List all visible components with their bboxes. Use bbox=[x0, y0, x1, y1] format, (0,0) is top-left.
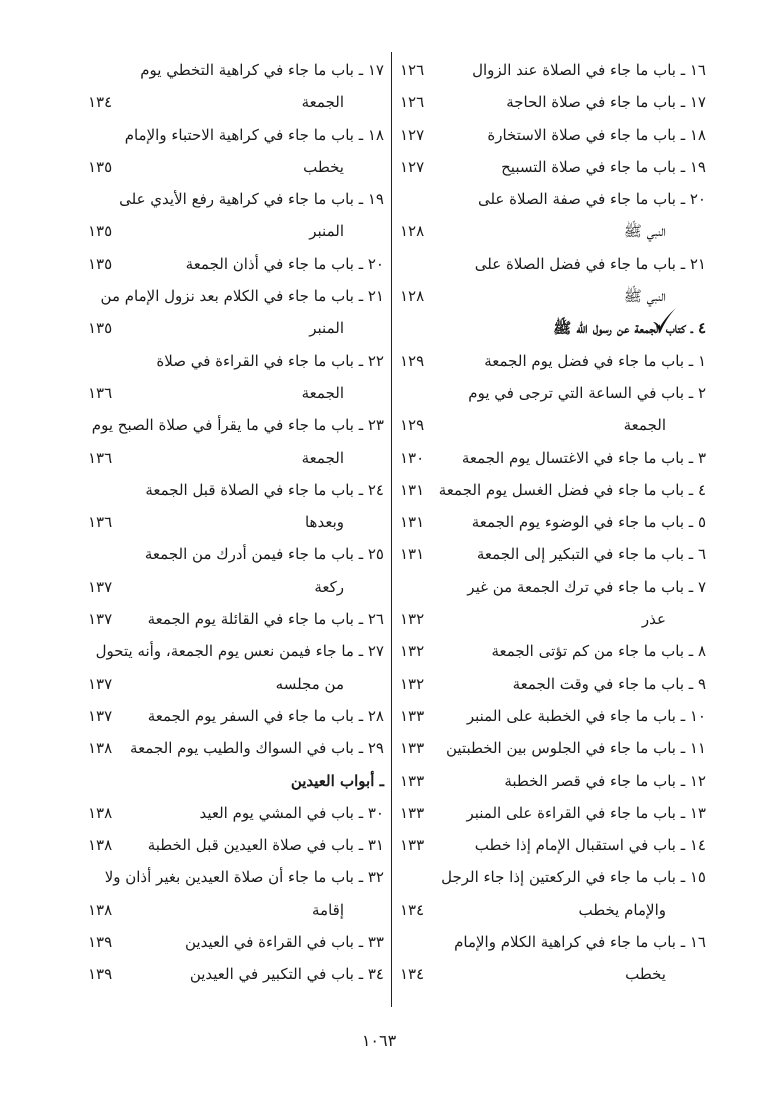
toc-entry bbox=[396, 345, 706, 377]
toc-entry bbox=[84, 312, 384, 344]
toc-entry bbox=[84, 571, 384, 603]
toc-entry-page: ١٣٩ bbox=[88, 933, 113, 952]
toc-entry-title: وبعدها bbox=[304, 513, 344, 532]
toc-entry-page: ١٣٢ bbox=[400, 642, 425, 661]
toc-entry-title: ٨ ـ باب ما جاء من كم تؤتى الجمعة bbox=[491, 642, 706, 661]
toc-entry bbox=[396, 312, 706, 344]
toc-entry-title: ١٠ ـ باب ما جاء في الخطبة على المنبر bbox=[466, 706, 706, 725]
toc-entry bbox=[396, 894, 706, 926]
toc-entry-page: ١٣١ bbox=[400, 545, 425, 564]
toc-entry-title: الجمعة bbox=[301, 448, 344, 467]
toc-entry-title: المنبر bbox=[309, 319, 344, 338]
toc-entry-title: ١٦ ـ باب ما جاء في الصلاة عند الزوال bbox=[472, 61, 706, 79]
toc-entry-page: ١٣٧ bbox=[88, 577, 113, 596]
toc-entry bbox=[84, 345, 384, 377]
toc-entry-page: ١٣٢ bbox=[400, 610, 425, 629]
toc-entry-title: ١٤ ـ باب في استقبال الإمام إذا خطب bbox=[474, 836, 706, 855]
page-number: ١٠٦٣ bbox=[361, 1031, 397, 1050]
toc-entry-title: ٢٠ ـ باب ما جاء في صفة الصلاة على bbox=[477, 190, 706, 209]
toc-entry bbox=[396, 668, 706, 700]
toc-entry-page: ١٣٤ bbox=[88, 93, 113, 112]
toc-entry bbox=[84, 861, 384, 893]
toc-entry-title: ١٥ ـ باب ما جاء في الركعتين إذا جاء الرجل bbox=[441, 868, 706, 887]
toc-entry-title: يخطب bbox=[303, 157, 344, 176]
toc-entry bbox=[84, 377, 384, 409]
toc-entry bbox=[84, 183, 384, 215]
toc-entry-title: ١ ـ باب ما جاء في فضل يوم الجمعة bbox=[484, 351, 706, 370]
toc-entry-title: ٤ ـ باب ما جاء في فضل الغسل يوم الجمعة bbox=[438, 480, 706, 499]
section-heading: ٤ ـ كتاب الجمعة عن رسول الله ﷺ bbox=[553, 319, 706, 338]
toc-entry bbox=[84, 409, 384, 441]
toc-entry-page: ١٣٣ bbox=[400, 739, 425, 758]
toc-entry-title: ١٧ ـ باب ما جاء في صلاة الحاجة bbox=[506, 93, 706, 112]
toc-entry bbox=[396, 54, 706, 86]
toc-entry bbox=[396, 506, 706, 538]
toc-entry bbox=[396, 635, 706, 667]
toc-entry bbox=[396, 377, 706, 409]
toc-entry bbox=[396, 571, 706, 603]
toc-entry bbox=[84, 54, 384, 86]
toc-entry-page: ١٣٥ bbox=[88, 222, 113, 241]
toc-entry-title: ٣٣ ـ باب في القراءة في العيدين bbox=[185, 933, 384, 952]
toc-entry bbox=[84, 248, 384, 280]
toc-entry-title: ١٢ ـ باب ما جاء في قصر الخطبة bbox=[504, 771, 706, 790]
toc-entry-title: ٢٠ ـ باب ما جاء في أذان الجمعة bbox=[185, 254, 384, 273]
toc-entry-page: ١٣٣ bbox=[400, 803, 425, 822]
toc-entry-title: ٥ ـ باب ما جاء في الوضوء يوم الجمعة bbox=[471, 513, 706, 532]
toc-entry bbox=[396, 538, 706, 570]
toc-entry-title: ٢ ـ باب في الساعة التي ترجى في يوم bbox=[468, 383, 706, 402]
toc-entry-page: ١٢٦ bbox=[400, 93, 425, 112]
toc-entry bbox=[396, 732, 706, 764]
toc-entry-title: الجمعة bbox=[301, 93, 344, 112]
toc-entry-title: والإمام يخطب bbox=[578, 900, 666, 919]
toc-entry bbox=[84, 538, 384, 570]
toc-entry bbox=[396, 248, 706, 280]
toc-entry-title: ٢٩ ـ باب في السواك والطيب يوم الجمعة bbox=[130, 739, 384, 758]
toc-entry-title: ٣٠ ـ باب في المشي يوم العيد bbox=[199, 803, 384, 822]
toc-entry bbox=[396, 442, 706, 474]
toc-entry bbox=[84, 765, 384, 797]
toc-entry bbox=[84, 506, 384, 538]
toc-entry-title: ٢٢ ـ باب ما جاء في القراءة في صلاة bbox=[156, 351, 384, 370]
toc-entry-page: ١٣٤ bbox=[400, 900, 425, 919]
toc-entry-title: ٢١ ـ باب ما جاء في فضل الصلاة على bbox=[474, 254, 706, 273]
toc-entry bbox=[84, 700, 384, 732]
toc-entry-page: ١٣٥ bbox=[88, 254, 113, 273]
toc-entry-page: ١٣٨ bbox=[88, 739, 113, 758]
toc-entry-page: ١٣٠ bbox=[400, 448, 425, 467]
toc-entry-title: ١٨ ـ باب ما جاء في صلاة الاستخارة bbox=[487, 125, 706, 144]
toc-entry-title: ٧ ـ باب ما جاء في ترك الجمعة من غير bbox=[467, 577, 706, 596]
toc-entry bbox=[396, 215, 706, 247]
toc-entry-page: ١٢٨ bbox=[400, 287, 425, 306]
toc-entry-title: ٩ ـ باب ما جاء في وقت الجمعة bbox=[512, 674, 706, 693]
toc-entry bbox=[84, 474, 384, 506]
toc-entry bbox=[396, 700, 706, 732]
toc-entry bbox=[84, 668, 384, 700]
toc-entry-page: ١٣٣ bbox=[400, 706, 425, 725]
toc-entry-title: ١٩ ـ باب ما جاء في كراهية رفع الأيدي على bbox=[119, 190, 384, 209]
toc-entry bbox=[84, 119, 384, 151]
toc-entry-title: ٣٤ ـ باب في التكبير في العيدين bbox=[189, 965, 384, 984]
toc-entry bbox=[84, 894, 384, 926]
toc-left-column bbox=[84, 54, 384, 991]
toc-entry-page: ١٢٦ bbox=[400, 61, 425, 79]
toc-right-column bbox=[396, 54, 706, 991]
toc-entry-title: ٢١ ـ باب ما جاء في الكلام بعد نزول الإمام من bbox=[100, 287, 384, 306]
toc-entry-page: ١٣٤ bbox=[400, 965, 425, 984]
toc-entry bbox=[396, 765, 706, 797]
toc-entry bbox=[84, 151, 384, 183]
toc-entry bbox=[396, 603, 706, 635]
toc-entry-title: ١٦ ـ باب ما جاء في كراهية الكلام والإمام bbox=[454, 933, 706, 952]
toc-entry-title: ٣٢ ـ باب ما جاء أن صلاة العيدين بغير أذان ولا bbox=[104, 868, 384, 887]
toc-entry-page: ١٣٧ bbox=[88, 674, 113, 693]
toc-entry-page: ١٣٢ bbox=[400, 674, 425, 693]
toc-entry-title: ٦ ـ باب ما جاء في التبكير إلى الجمعة bbox=[476, 545, 706, 564]
toc-entry-title: ١٣ ـ باب ما جاء في القراءة على المنبر bbox=[466, 803, 706, 822]
toc-entry bbox=[396, 958, 706, 990]
toc-entry bbox=[396, 926, 706, 958]
toc-entry bbox=[84, 926, 384, 958]
toc-entry bbox=[396, 797, 706, 829]
toc-entry-page: ١٣٨ bbox=[88, 803, 113, 822]
toc-entry-page: ١٣٨ bbox=[88, 836, 113, 855]
toc-entry bbox=[84, 215, 384, 247]
toc-entry-page: ١٣٧ bbox=[88, 610, 113, 629]
toc-entry bbox=[84, 732, 384, 764]
toc-entry-page: ١٣٩ bbox=[88, 965, 113, 984]
toc-entry-title: الجمعة bbox=[623, 416, 666, 435]
checkmark-icon bbox=[650, 306, 678, 336]
toc-entry bbox=[84, 442, 384, 474]
toc-entry-title: الجمعة bbox=[301, 383, 344, 402]
toc-entry bbox=[84, 797, 384, 829]
toc-entry-title: ٢٨ ـ باب ما جاء في السفر يوم الجمعة bbox=[147, 706, 384, 725]
column-divider bbox=[391, 52, 392, 1007]
toc-entry-title: من مجلسه bbox=[275, 674, 344, 693]
toc-entry-page: ١٣٣ bbox=[400, 771, 425, 790]
toc-entry-page: ١٣٣ bbox=[400, 836, 425, 855]
toc-entry-page: ١٣٦ bbox=[88, 513, 113, 532]
toc-entry bbox=[84, 603, 384, 635]
toc-entry-page: ١٢٩ bbox=[400, 416, 425, 435]
toc-entry-title: المنبر bbox=[309, 222, 344, 241]
toc-entry-page: ١٣٦ bbox=[88, 383, 113, 402]
toc-entry bbox=[396, 474, 706, 506]
toc-entry-title: ١٩ ـ باب ما جاء في صلاة التسبيح bbox=[501, 157, 706, 176]
toc-entry bbox=[396, 829, 706, 861]
toc-entry-title: النبي ﷺ bbox=[623, 287, 666, 306]
toc-entry bbox=[396, 86, 706, 118]
toc-entry-page: ١٢٨ bbox=[400, 222, 425, 241]
toc-entry bbox=[84, 86, 384, 118]
toc-entry-title: يخطب bbox=[625, 965, 666, 984]
toc-entry-title: ١٨ ـ باب ما جاء في كراهية الاحتباء والإمام bbox=[124, 125, 384, 144]
toc-entry bbox=[396, 409, 706, 441]
toc-entry-title: النبي ﷺ bbox=[623, 222, 666, 241]
toc-entry-title: ١١ ـ باب ما جاء في الجلوس بين الخطبتين bbox=[446, 739, 706, 758]
toc-entry-page: ١٣٦ bbox=[88, 448, 113, 467]
toc-entry-title: ٢٤ ـ باب ما جاء في الصلاة قبل الجمعة bbox=[145, 480, 384, 499]
toc-entry-page: ١٣١ bbox=[400, 480, 425, 499]
toc-entry-title: ٣١ ـ باب في صلاة العيدين قبل الخطبة bbox=[147, 836, 384, 855]
toc-entry-title: ١٧ ـ باب ما جاء في كراهية التخطي يوم bbox=[140, 61, 384, 79]
toc-entry bbox=[396, 119, 706, 151]
toc-entry bbox=[84, 829, 384, 861]
toc-entry bbox=[396, 861, 706, 893]
section-heading: ـ أبواب العيدين bbox=[290, 771, 384, 790]
toc-entry-page: ١٣١ bbox=[400, 513, 425, 532]
toc-entry-page: ١٢٩ bbox=[400, 351, 425, 370]
toc-entry bbox=[84, 635, 384, 667]
toc-entry-title: إقامة bbox=[312, 900, 344, 919]
toc-entry-page: ١٣٥ bbox=[88, 319, 113, 338]
toc-entry bbox=[396, 151, 706, 183]
toc-entry-title: ٢٣ ـ باب ما جاء في ما يقرأ في صلاة الصبح يوم bbox=[91, 416, 384, 435]
toc-entry-title: ٢٥ ـ باب ما جاء فيمن أدرك من الجمعة bbox=[144, 545, 384, 564]
toc-entry-title: ٢٧ ـ ما جاء فيمن نعس يوم الجمعة، وأنه يتحول bbox=[95, 642, 384, 661]
toc-entry-page: ١٣٥ bbox=[88, 157, 113, 176]
toc-entry-page: ١٣٨ bbox=[88, 900, 113, 919]
toc-entry-title: ركعة bbox=[314, 577, 344, 596]
toc-entry-title: عذر bbox=[641, 610, 666, 629]
toc-entry bbox=[396, 183, 706, 215]
toc-entry-page: ١٣٧ bbox=[88, 706, 113, 725]
toc-entry bbox=[84, 958, 384, 990]
toc-entry-title: ٢٦ ـ باب ما جاء في القائلة يوم الجمعة bbox=[147, 610, 384, 629]
toc-entry-title: ٣ ـ باب ما جاء في الاغتسال يوم الجمعة bbox=[461, 448, 706, 467]
toc-entry-page: ١٢٧ bbox=[400, 125, 425, 144]
toc-entry bbox=[84, 280, 384, 312]
toc-entry-page: ١٢٧ bbox=[400, 157, 425, 176]
